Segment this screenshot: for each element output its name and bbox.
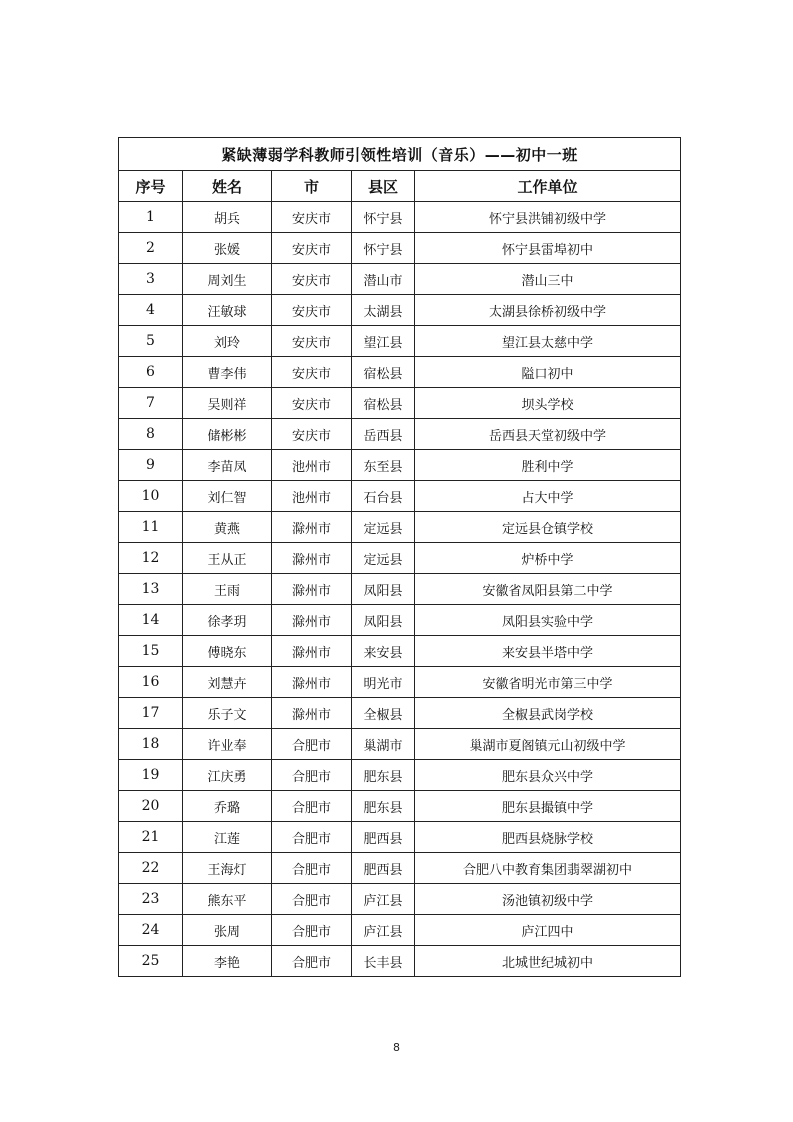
cell-name: 王从正	[183, 543, 272, 574]
table-row	[119, 915, 681, 946]
cell-name: 王雨	[183, 574, 272, 605]
table-row	[119, 729, 681, 760]
cell-name: 熊东平	[183, 884, 272, 915]
cell-workplace: 庐江四中	[415, 915, 681, 946]
cell-workplace: 坝头学校	[415, 388, 681, 419]
cell-workplace: 来安县半塔中学	[415, 636, 681, 667]
cell-city: 安庆市	[272, 202, 352, 233]
cell-city: 安庆市	[272, 295, 352, 326]
cell-name: 汪敏球	[183, 295, 272, 326]
cell-workplace: 胜利中学	[415, 450, 681, 481]
cell-workplace: 合肥八中教育集团翡翠湖初中	[415, 853, 681, 884]
cell-serial-number: 17	[119, 698, 183, 729]
table-title-row	[119, 138, 681, 171]
roster-table	[118, 137, 681, 977]
cell-serial-number: 4	[119, 295, 183, 326]
header-name: 姓名	[183, 171, 272, 202]
cell-name: 吴则祥	[183, 388, 272, 419]
cell-county: 来安县	[352, 636, 415, 667]
cell-workplace: 巢湖市夏阁镇元山初级中学	[415, 729, 681, 760]
cell-name: 储彬彬	[183, 419, 272, 450]
header-county: 县区	[352, 171, 415, 202]
cell-serial-number: 20	[119, 791, 183, 822]
cell-city: 合肥市	[272, 760, 352, 791]
cell-city: 滁州市	[272, 667, 352, 698]
cell-name: 刘玲	[183, 326, 272, 357]
table-row	[119, 946, 681, 977]
cell-serial-number: 7	[119, 388, 183, 419]
cell-county: 东至县	[352, 450, 415, 481]
cell-city: 合肥市	[272, 853, 352, 884]
cell-county: 怀宁县	[352, 202, 415, 233]
cell-workplace: 肥西县烧脉学校	[415, 822, 681, 853]
cell-workplace: 潜山三中	[415, 264, 681, 295]
cell-city: 滁州市	[272, 512, 352, 543]
table-row	[119, 202, 681, 233]
cell-county: 凤阳县	[352, 574, 415, 605]
cell-serial-number: 9	[119, 450, 183, 481]
cell-serial-number: 18	[119, 729, 183, 760]
table-row	[119, 326, 681, 357]
table-row	[119, 450, 681, 481]
cell-name: 江庆勇	[183, 760, 272, 791]
table-row	[119, 760, 681, 791]
cell-county: 凤阳县	[352, 605, 415, 636]
cell-serial-number: 25	[119, 946, 183, 977]
cell-serial-number: 12	[119, 543, 183, 574]
cell-county: 怀宁县	[352, 233, 415, 264]
cell-serial-number: 10	[119, 481, 183, 512]
cell-county: 石台县	[352, 481, 415, 512]
cell-name: 许业奉	[183, 729, 272, 760]
cell-name: 曹李伟	[183, 357, 272, 388]
cell-county: 宿松县	[352, 357, 415, 388]
cell-workplace: 安徽省凤阳县第二中学	[415, 574, 681, 605]
cell-workplace: 肥东县众兴中学	[415, 760, 681, 791]
header-serial-number: 序号	[119, 171, 183, 202]
cell-workplace: 隘口初中	[415, 357, 681, 388]
table-row	[119, 605, 681, 636]
cell-city: 安庆市	[272, 233, 352, 264]
table-row	[119, 419, 681, 450]
cell-name: 张周	[183, 915, 272, 946]
cell-serial-number: 21	[119, 822, 183, 853]
cell-city: 合肥市	[272, 729, 352, 760]
cell-workplace: 定远县仓镇学校	[415, 512, 681, 543]
cell-city: 滁州市	[272, 605, 352, 636]
table-row	[119, 667, 681, 698]
cell-workplace: 汤池镇初级中学	[415, 884, 681, 915]
table-row	[119, 791, 681, 822]
cell-county: 庐江县	[352, 915, 415, 946]
cell-name: 江莲	[183, 822, 272, 853]
cell-name: 刘慧卉	[183, 667, 272, 698]
cell-county: 肥东县	[352, 760, 415, 791]
cell-serial-number: 3	[119, 264, 183, 295]
table-body	[119, 202, 681, 977]
cell-city: 合肥市	[272, 791, 352, 822]
cell-county: 明光市	[352, 667, 415, 698]
table-header-row	[119, 171, 681, 202]
cell-workplace: 全椒县武岗学校	[415, 698, 681, 729]
cell-workplace: 占大中学	[415, 481, 681, 512]
table-row	[119, 357, 681, 388]
table-row	[119, 295, 681, 326]
cell-county: 岳西县	[352, 419, 415, 450]
table-row	[119, 636, 681, 667]
cell-county: 肥东县	[352, 791, 415, 822]
cell-county: 肥西县	[352, 822, 415, 853]
cell-name: 黄燕	[183, 512, 272, 543]
cell-name: 周刘生	[183, 264, 272, 295]
cell-serial-number: 19	[119, 760, 183, 791]
table-row	[119, 698, 681, 729]
cell-name: 李苗凤	[183, 450, 272, 481]
cell-workplace: 凤阳县实验中学	[415, 605, 681, 636]
cell-county: 全椒县	[352, 698, 415, 729]
cell-serial-number: 16	[119, 667, 183, 698]
cell-county: 肥西县	[352, 853, 415, 884]
cell-name: 徐孝玥	[183, 605, 272, 636]
cell-county: 定远县	[352, 543, 415, 574]
cell-serial-number: 23	[119, 884, 183, 915]
cell-serial-number: 24	[119, 915, 183, 946]
cell-name: 张媛	[183, 233, 272, 264]
cell-name: 乔璐	[183, 791, 272, 822]
cell-serial-number: 5	[119, 326, 183, 357]
cell-serial-number: 14	[119, 605, 183, 636]
table-row	[119, 822, 681, 853]
cell-workplace: 太湖县徐桥初级中学	[415, 295, 681, 326]
cell-city: 滁州市	[272, 543, 352, 574]
cell-county: 定远县	[352, 512, 415, 543]
cell-city: 安庆市	[272, 326, 352, 357]
cell-workplace: 北城世纪城初中	[415, 946, 681, 977]
page-number: 8	[393, 1041, 400, 1054]
table-row	[119, 512, 681, 543]
cell-serial-number: 15	[119, 636, 183, 667]
cell-serial-number: 22	[119, 853, 183, 884]
cell-name: 刘仁智	[183, 481, 272, 512]
table-row	[119, 233, 681, 264]
cell-county: 长丰县	[352, 946, 415, 977]
cell-workplace: 怀宁县雷埠初中	[415, 233, 681, 264]
header-workplace: 工作单位	[415, 171, 681, 202]
cell-workplace: 肥东县撮镇中学	[415, 791, 681, 822]
cell-workplace: 望江县太慈中学	[415, 326, 681, 357]
table-row	[119, 264, 681, 295]
table-row	[119, 853, 681, 884]
cell-serial-number: 8	[119, 419, 183, 450]
cell-city: 合肥市	[272, 884, 352, 915]
cell-city: 合肥市	[272, 946, 352, 977]
cell-city: 滁州市	[272, 636, 352, 667]
cell-city: 滁州市	[272, 698, 352, 729]
cell-county: 望江县	[352, 326, 415, 357]
cell-county: 太湖县	[352, 295, 415, 326]
cell-city: 安庆市	[272, 264, 352, 295]
cell-county: 巢湖市	[352, 729, 415, 760]
cell-city: 滁州市	[272, 574, 352, 605]
cell-workplace: 怀宁县洪铺初级中学	[415, 202, 681, 233]
cell-city: 合肥市	[272, 822, 352, 853]
cell-serial-number: 11	[119, 512, 183, 543]
cell-city: 安庆市	[272, 357, 352, 388]
cell-name: 傅晓东	[183, 636, 272, 667]
cell-workplace: 炉桥中学	[415, 543, 681, 574]
table-row	[119, 388, 681, 419]
cell-name: 王海灯	[183, 853, 272, 884]
cell-name: 胡兵	[183, 202, 272, 233]
cell-city: 池州市	[272, 450, 352, 481]
header-city: 市	[272, 171, 352, 202]
table-row	[119, 574, 681, 605]
table-row	[119, 543, 681, 574]
table-row	[119, 884, 681, 915]
cell-workplace: 安徽省明光市第三中学	[415, 667, 681, 698]
cell-city: 合肥市	[272, 915, 352, 946]
cell-serial-number: 6	[119, 357, 183, 388]
cell-workplace: 岳西县天堂初级中学	[415, 419, 681, 450]
cell-county: 潜山市	[352, 264, 415, 295]
table-title: 紧缺薄弱学科教师引领性培训（音乐）——初中一班	[119, 138, 681, 171]
cell-county: 宿松县	[352, 388, 415, 419]
cell-name: 乐子文	[183, 698, 272, 729]
cell-name: 李艳	[183, 946, 272, 977]
cell-city: 池州市	[272, 481, 352, 512]
cell-city: 安庆市	[272, 388, 352, 419]
cell-county: 庐江县	[352, 884, 415, 915]
table-row	[119, 481, 681, 512]
cell-serial-number: 1	[119, 202, 183, 233]
cell-city: 安庆市	[272, 419, 352, 450]
cell-serial-number: 13	[119, 574, 183, 605]
cell-serial-number: 2	[119, 233, 183, 264]
